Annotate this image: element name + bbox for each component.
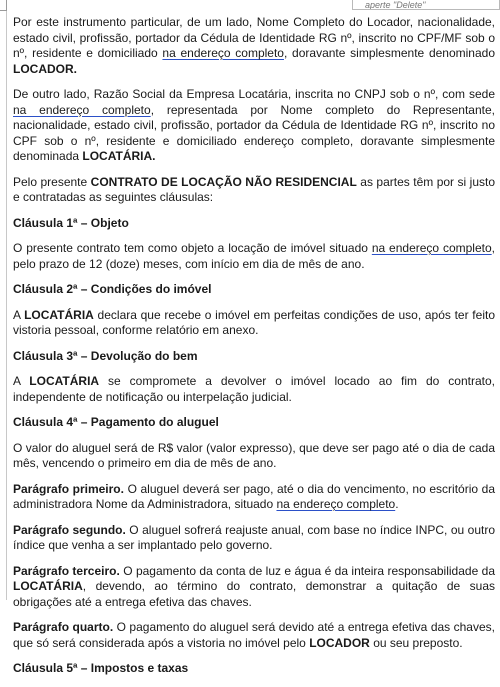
bold-term: Parágrafo quarto. — [13, 620, 114, 634]
text-run: O valor do aluguel será de R$ valor (valor expresso), que deve ser pago até o dia de cada mês, vencendo o primeiro em dia de mês de ano. — [13, 440, 495, 470]
address-placeholder-link[interactable]: na endereço completo — [13, 102, 151, 117]
bold-term: Parágrafo terceiro. — [13, 563, 120, 578]
text-run: , representada por Nome completo do Representante, nacionalidade, estado civil, profissão, portador da Cédula de Identidade RG nº, inscrito no CPF sob o nº, residente e domiciliado endereço completo, doravante simplesmente denominada — [13, 102, 495, 163]
text-run: Cláusula 2ª – Condições do imóvel — [13, 282, 212, 296]
address-placeholder-link[interactable]: na endereço completo — [162, 46, 284, 60]
text-run: O pagamento da conta de luz e água é da inteira responsabilidade da — [119, 563, 495, 578]
delete-hint-text: aperte "Delete" — [365, 0, 426, 10]
text-run: se compromete a devolver o imóvel locado ao fim do contrato, independente de notificação ou interpelação judicial. — [13, 374, 495, 404]
text-run: , doravante simplesmente denominado — [283, 46, 495, 60]
paragraph-first — [13, 482, 495, 513]
text-run: , pelo prazo de 12 (doze) meses, com início em dia de mês de ano. — [13, 241, 495, 271]
clause-5-heading — [13, 661, 495, 677]
text-run: O presente contrato tem como objeto a locação de imóvel situado — [13, 241, 372, 255]
clause-1-body — [13, 241, 495, 272]
page-corner-mark — [0, 0, 7, 11]
clause-3-body — [13, 374, 495, 405]
page-left-edge — [6, 0, 7, 600]
clause-4-heading — [13, 415, 495, 431]
bold-term: Parágrafo primeiro. — [13, 481, 124, 496]
text-run: O aluguel deverá ser pago, até o dia do vencimento, no escritório da administradora Nome da Administradora, situado — [13, 481, 495, 511]
delete-hint-tooltip — [352, 0, 500, 10]
preamble-locador — [13, 15, 495, 77]
text-run: Por este instrumento particular, de um lado, Nome Completo do Locador, nacionalidade, estado civil, profissão, portador da Cédula de Identidade RG nº, inscrito no CPF/MF sob o nº, residente e domiciliado — [13, 15, 495, 60]
clause-2-body — [13, 308, 495, 339]
bold-term: Parágrafo segundo. — [13, 522, 126, 537]
bold-term: CONTRATO DE LOCAÇÃO NÃO RESIDENCIAL — [90, 174, 357, 189]
paragraph-fourth — [13, 620, 495, 651]
text-run: O pagamento do aluguel será devido até a entrega efetiva das chaves, que só será considerada após a vistoria no imóvel pelo — [13, 620, 495, 650]
bold-term: LOCATÁRIA — [13, 579, 83, 593]
text-run: Cláusula 4ª – Pagamento do aluguel — [13, 415, 219, 429]
bold-term: LOCATÁRIA — [24, 307, 94, 322]
bold-term: LOCADOR — [309, 635, 370, 650]
address-placeholder-link[interactable]: na endereço completo — [371, 241, 492, 255]
preamble-locataria — [13, 87, 495, 165]
clause-3-heading — [13, 349, 495, 365]
text-run: ou seu preposto. — [369, 635, 463, 650]
text-run: Cláusula 1ª – Objeto — [13, 215, 129, 230]
text-run: A — [13, 307, 25, 322]
bold-term: LOCATÁRIA — [29, 374, 100, 388]
text-run: Cláusula 5ª – Impostos e taxas — [13, 661, 189, 675]
text-run: declara que recebe o imóvel em perfeitas condições de uso, após ter feito vistoria pessoal, conforme relatório em anexo. — [13, 307, 495, 337]
document-body — [13, 15, 495, 687]
paragraph-second — [13, 523, 495, 554]
bold-term: LOCATÁRIA. — [82, 149, 156, 163]
clause-1-heading — [13, 216, 495, 232]
address-placeholder-link[interactable]: na endereço completo — [276, 497, 396, 511]
contract-intro — [13, 175, 495, 206]
clause-2-heading — [13, 282, 495, 298]
text-run: Pelo presente — [13, 174, 91, 189]
text-run: . — [395, 497, 399, 511]
bold-term: LOCADOR. — [13, 61, 77, 76]
text-run: as partes têm por si justo e contratadas as seguintes cláusulas: — [13, 174, 496, 204]
text-run: , devendo, ao término do contrato, demonstrar a quitação de suas obrigações até a entrega efetiva das chaves. — [13, 579, 495, 609]
paragraph-third — [13, 564, 495, 611]
clause-4-body — [13, 441, 495, 472]
text-run: O aluguel sofrerá reajuste anual, com base no índice INPC, ou outro índice que venha a ser implantado pelo governo. — [13, 522, 495, 552]
text-run: Cláusula 3ª – Devolução do bem — [13, 348, 198, 363]
text-run: De outro lado, Razão Social da Empresa Locatária, inscrita no CNPJ sob o nº, com sede — [13, 87, 495, 101]
text-run: A — [13, 374, 30, 388]
